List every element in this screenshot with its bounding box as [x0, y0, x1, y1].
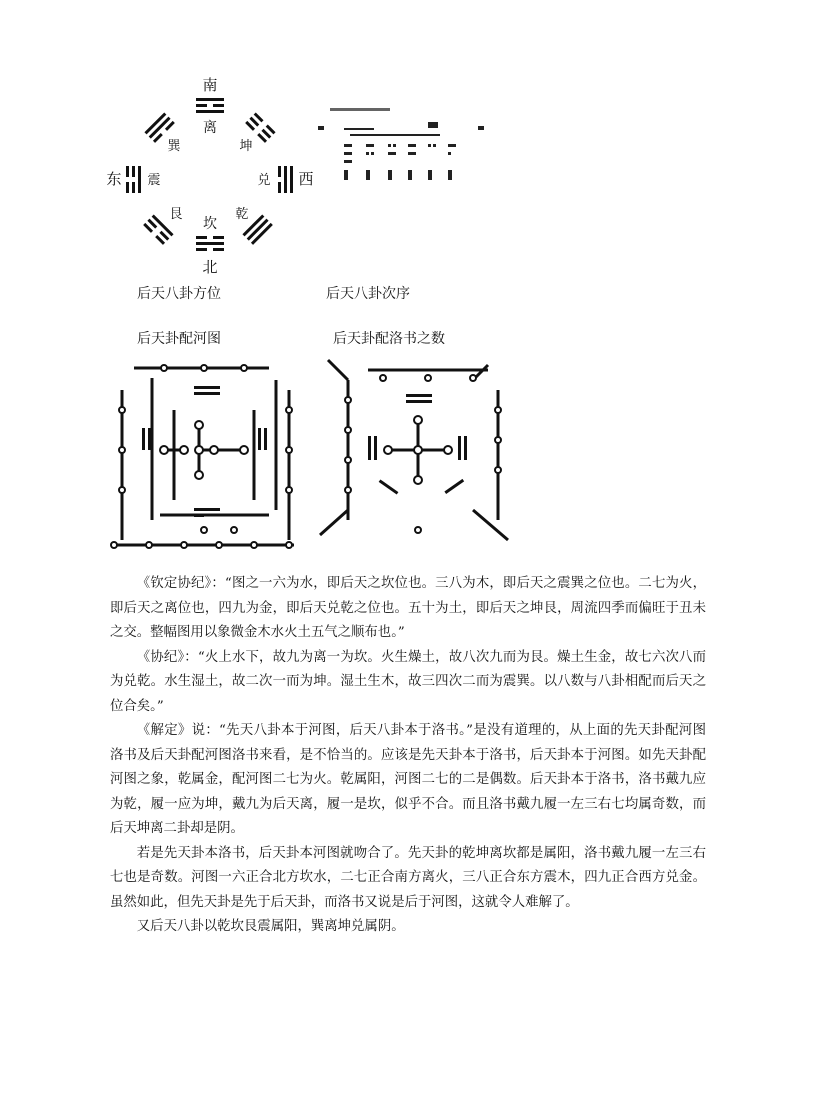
- zhen-label: 震: [147, 173, 161, 188]
- bagua-directions-figure: [100, 70, 320, 280]
- gen-label: 艮: [169, 207, 183, 222]
- paragraph: 《解定》说：“先天八卦本于河图，后天八卦本于洛书。”是没有道理的，从上面的先天卦配河图洛书及后天卦配河图洛书来看，是不恰当的。应该是先天卦本于洛书，后天卦本于河图。如先天卦配河图之象，乾属金，配河图二七为火。乾属阳，河图二七的二是偶数。后天卦本于洛书，洛书戴九应为乾，履一应为坤，戴九为后天离，履一是坎，似乎不合。而且洛书戴九履一左三右七均属奇数，而后天坤离二卦却是阴。: [110, 723, 706, 836]
- figure-caption: 后天八卦方位: [137, 286, 221, 302]
- kun-label: 坤: [239, 139, 253, 154]
- li-label: 离: [203, 120, 217, 136]
- paragraph: 又后天八卦以乾坎艮震属阳，巽离坤兑属阴。: [136, 919, 405, 934]
- kan-label: 坎: [203, 216, 217, 232]
- dui-label: 兑: [257, 173, 271, 188]
- west-label: 西: [298, 170, 314, 188]
- xun-label: 巽: [167, 139, 181, 154]
- paragraph: 《协纪》：“火上水下，故九为离一为坎。火生燥土，故八次九而为艮。燥土生金，故七六次八而为兑乾。水生湿土，故二次一而为坤。湿土生木，故三四次二而为震巽。以八数与八卦相配而后天之位合矣。”: [110, 649, 706, 714]
- qian-label: 乾: [235, 207, 249, 222]
- paragraph: 若是先天卦本洛书，后天卦本河图就吻合了。先天卦的乾坤离坎都是属阳，洛书戴九履一左三右七也是奇数。河图一六正合北方坎水，二七正合南方离火，三八正合东方震木，四九正合西方兑金。虽然如此，但先天卦是先于后天卦，而洛书又说是后于河图，这就令人难解了。: [110, 845, 706, 910]
- sequence-trigram-columns-icon: [344, 144, 456, 180]
- dui-trigram-icon: [278, 166, 293, 193]
- li-trigram-icon: [196, 98, 224, 113]
- south-label: 南: [202, 76, 218, 94]
- paragraph: 《钦定协纪》：“图之一六为水，即后天之坎位也。三八为木，即后天之震巽之位也。二七为火，即后天之离位也，四九为金，即后天兑乾之位也。五十为土，即后天之坤艮，周流四季而偏旺于丑未之交。整幅图用以象微金木水火土五气之顺布也。”: [110, 576, 706, 640]
- figure-caption: 后天卦配洛书之数: [333, 331, 445, 347]
- zhen-trigram-icon: [126, 166, 141, 193]
- kan-trigram-icon: [196, 236, 224, 251]
- luoshu-bagua-figure: [308, 350, 518, 550]
- figure-caption: 后天八卦次序: [326, 286, 410, 302]
- hetu-bagua-figure: [104, 350, 304, 550]
- body-text: [110, 572, 706, 940]
- bagua-sequence-figure: [300, 100, 510, 190]
- figure-caption: 后天卦配河图: [137, 331, 221, 347]
- east-label: 东: [106, 170, 122, 188]
- north-label: 北: [202, 258, 218, 276]
